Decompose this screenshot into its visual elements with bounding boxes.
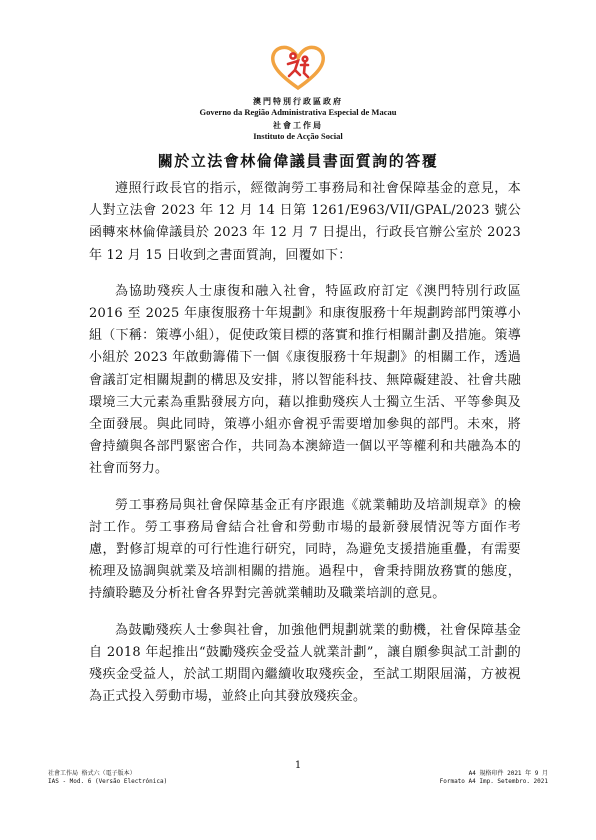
footer-left-line-1: 社會工作局 格式六（電子版本） [48,770,136,777]
footer-form-code [48,770,167,786]
paragraph-2: 為協助殘疾人士康復和融入社會，特區政府訂定《澳門特別行政區 2016 至 2025 年康復服務十年規劃》和康復服務十年規劃跨部門策導小組（下稱：策導小組），促使政策目標的落實和推行相關計劃及措施。策導小組於 2023 年啟動籌備下一個《康復服務十年規劃》的相關工作，透過會議訂定相關規劃的構思及安排，將以智能科技、無障礙建設、社會共融環境三大元素為重點發展方向，藉以推動殘疾人士獨立生活、平等參與及全面發展。與此同時，策導小組亦會視乎需要增加參與的部門。未來，將會持續與各部門緊密合作，共同為本澳締造一個以平等權利和共融為本的社會而努力。 [89,283,521,477]
footer-print-format [440,770,548,786]
footer-right-line-2: Formato A4 Imp. Setembro. 2021 [439,778,548,785]
paragraph-3: 勞工事務局與社會保障基金正有序跟進《就業輔助及培訓規章》的檢討工作。勞工事務局會結合社會和勞動市場的最新發展情況等方面作考慮，對修訂規章的可行性進行研究，同時，為避免支援措施重疊，有需要梳理及協調與就業及培訓相關的措施。過程中，會秉持開放務實的態度，持續聆聽及分析社會各界對完善就業輔助及職業培訓的意見。 [89,497,521,602]
paragraph-4: 為鼓勵殘疾人士參與社會，加強他們規劃就業的動機，社會保障基金自 2018 年起推出“鼓勵殘疾金受益人就業計劃”，讓自願參與試工計劃的殘疾金受益人，於試工期間內繼續收取殘疾金，至試工期限屆滿，方被視為正式投入勞動市場，並終止向其發放殘疾金。 [89,622,521,705]
footer-right-line-1: A4 規格印件 2021 年 9 月 [468,770,548,777]
paragraph-1: 遵照行政長官的指示，經徵詢勞工事務局和社會保障基金的意見，本人對立法會 2023 年 12 月 14 日第 1261/E963/VII/GPAL/2023 號公函轉來林倫偉議員於 2023 年 12 月 7 日提出，行政長官辦公室於 2023 年 12 月 15 日收到之書面質詢，回覆如下： [89,181,521,263]
footer-left-line-2: IAS - Mod. 6 (Versão Electrónica) [48,778,168,785]
dept-name-portuguese: Instituto de Acção Social [253,131,343,141]
org-name-portuguese: Governo da Região Administrativa Especial de Macau [199,107,397,117]
document-body [89,178,521,722]
ias-logo [267,42,329,92]
dept-name-chinese: 社會工作局 [273,120,323,130]
page-number: 1 [294,760,302,771]
org-name-chinese: 澳門特別行政區政府 [253,96,343,106]
document-title: 關於立法會林倫偉議員書面質詢的答覆 [157,152,439,170]
letterhead [0,42,596,142]
